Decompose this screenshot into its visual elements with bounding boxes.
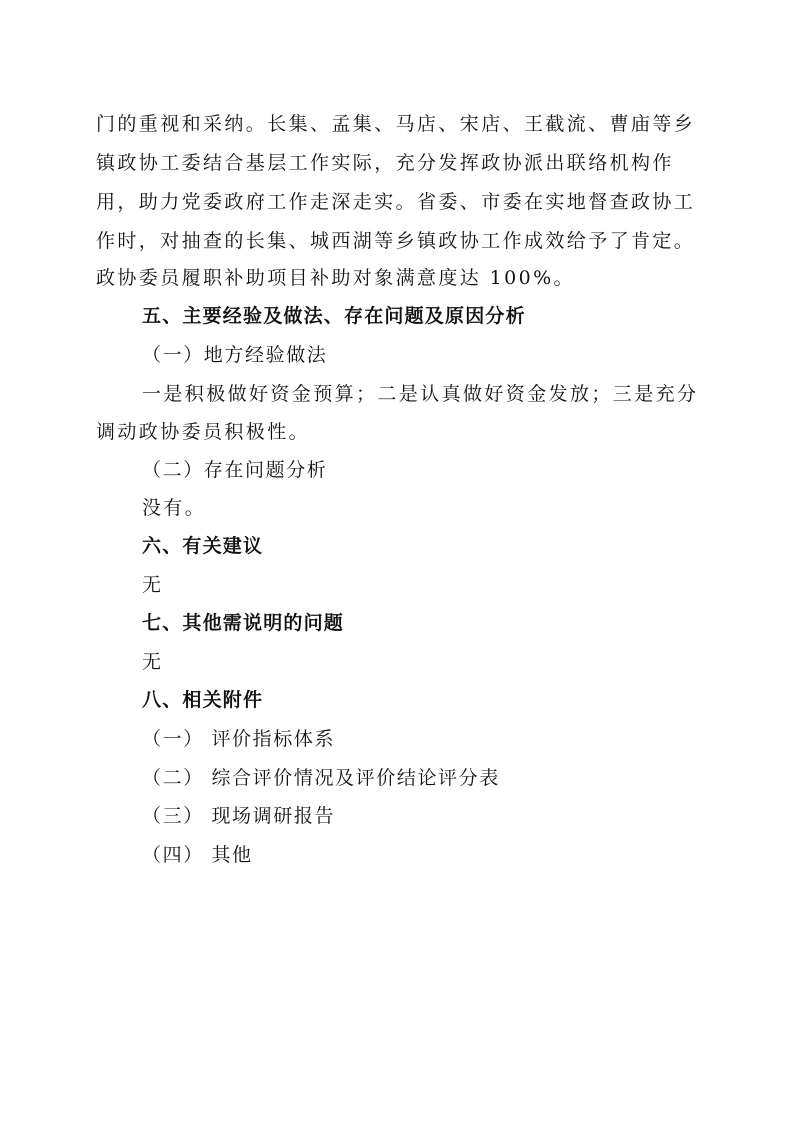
section-heading-8: 八、相关附件	[142, 689, 264, 711]
attachment-item: （四） 其他	[142, 844, 253, 866]
paragraph-line: 门的重视和采纳。长集、孟集、马店、宋店、王截流、曹庙等乡	[96, 113, 696, 135]
paragraph-line: 无	[142, 651, 164, 673]
section-heading-7: 七、其他需说明的问题	[142, 612, 345, 634]
attachment-item: （一） 评价指标体系	[142, 728, 336, 750]
paragraph-line: 调动政协委员积极性。	[96, 421, 311, 443]
paragraph-line: 没有。	[142, 497, 207, 519]
subsection-heading-2: （二）存在问题分析	[142, 459, 328, 481]
section-heading-5: 五、主要经验及做法、存在问题及原因分析	[142, 305, 526, 327]
paragraph-line: 政协委员履职补助项目补助对象满意度达 100%。	[96, 267, 575, 289]
paragraph-line: 作时，对抽查的长集、城西湖等乡镇政协工作成效给予了肯定。	[96, 230, 696, 252]
section-heading-6: 六、有关建议	[142, 535, 264, 557]
attachment-item: （三） 现场调研报告	[142, 805, 336, 827]
paragraph-line: 无	[142, 574, 164, 596]
paragraph-line: 镇政协工委结合基层工作实际，充分发挥政协派出联络机构作	[96, 152, 674, 174]
paragraph-line: 用，助力党委政府工作走深走实。省委、市委在实地督查政协工	[96, 191, 696, 213]
attachment-item: （二） 综合评价情况及评价结论评分表	[142, 767, 500, 789]
paragraph-line: 一是积极做好资金预算；二是认真做好资金发放；三是充分	[142, 383, 699, 405]
subsection-heading-1: （一）地方经验做法	[142, 344, 328, 366]
